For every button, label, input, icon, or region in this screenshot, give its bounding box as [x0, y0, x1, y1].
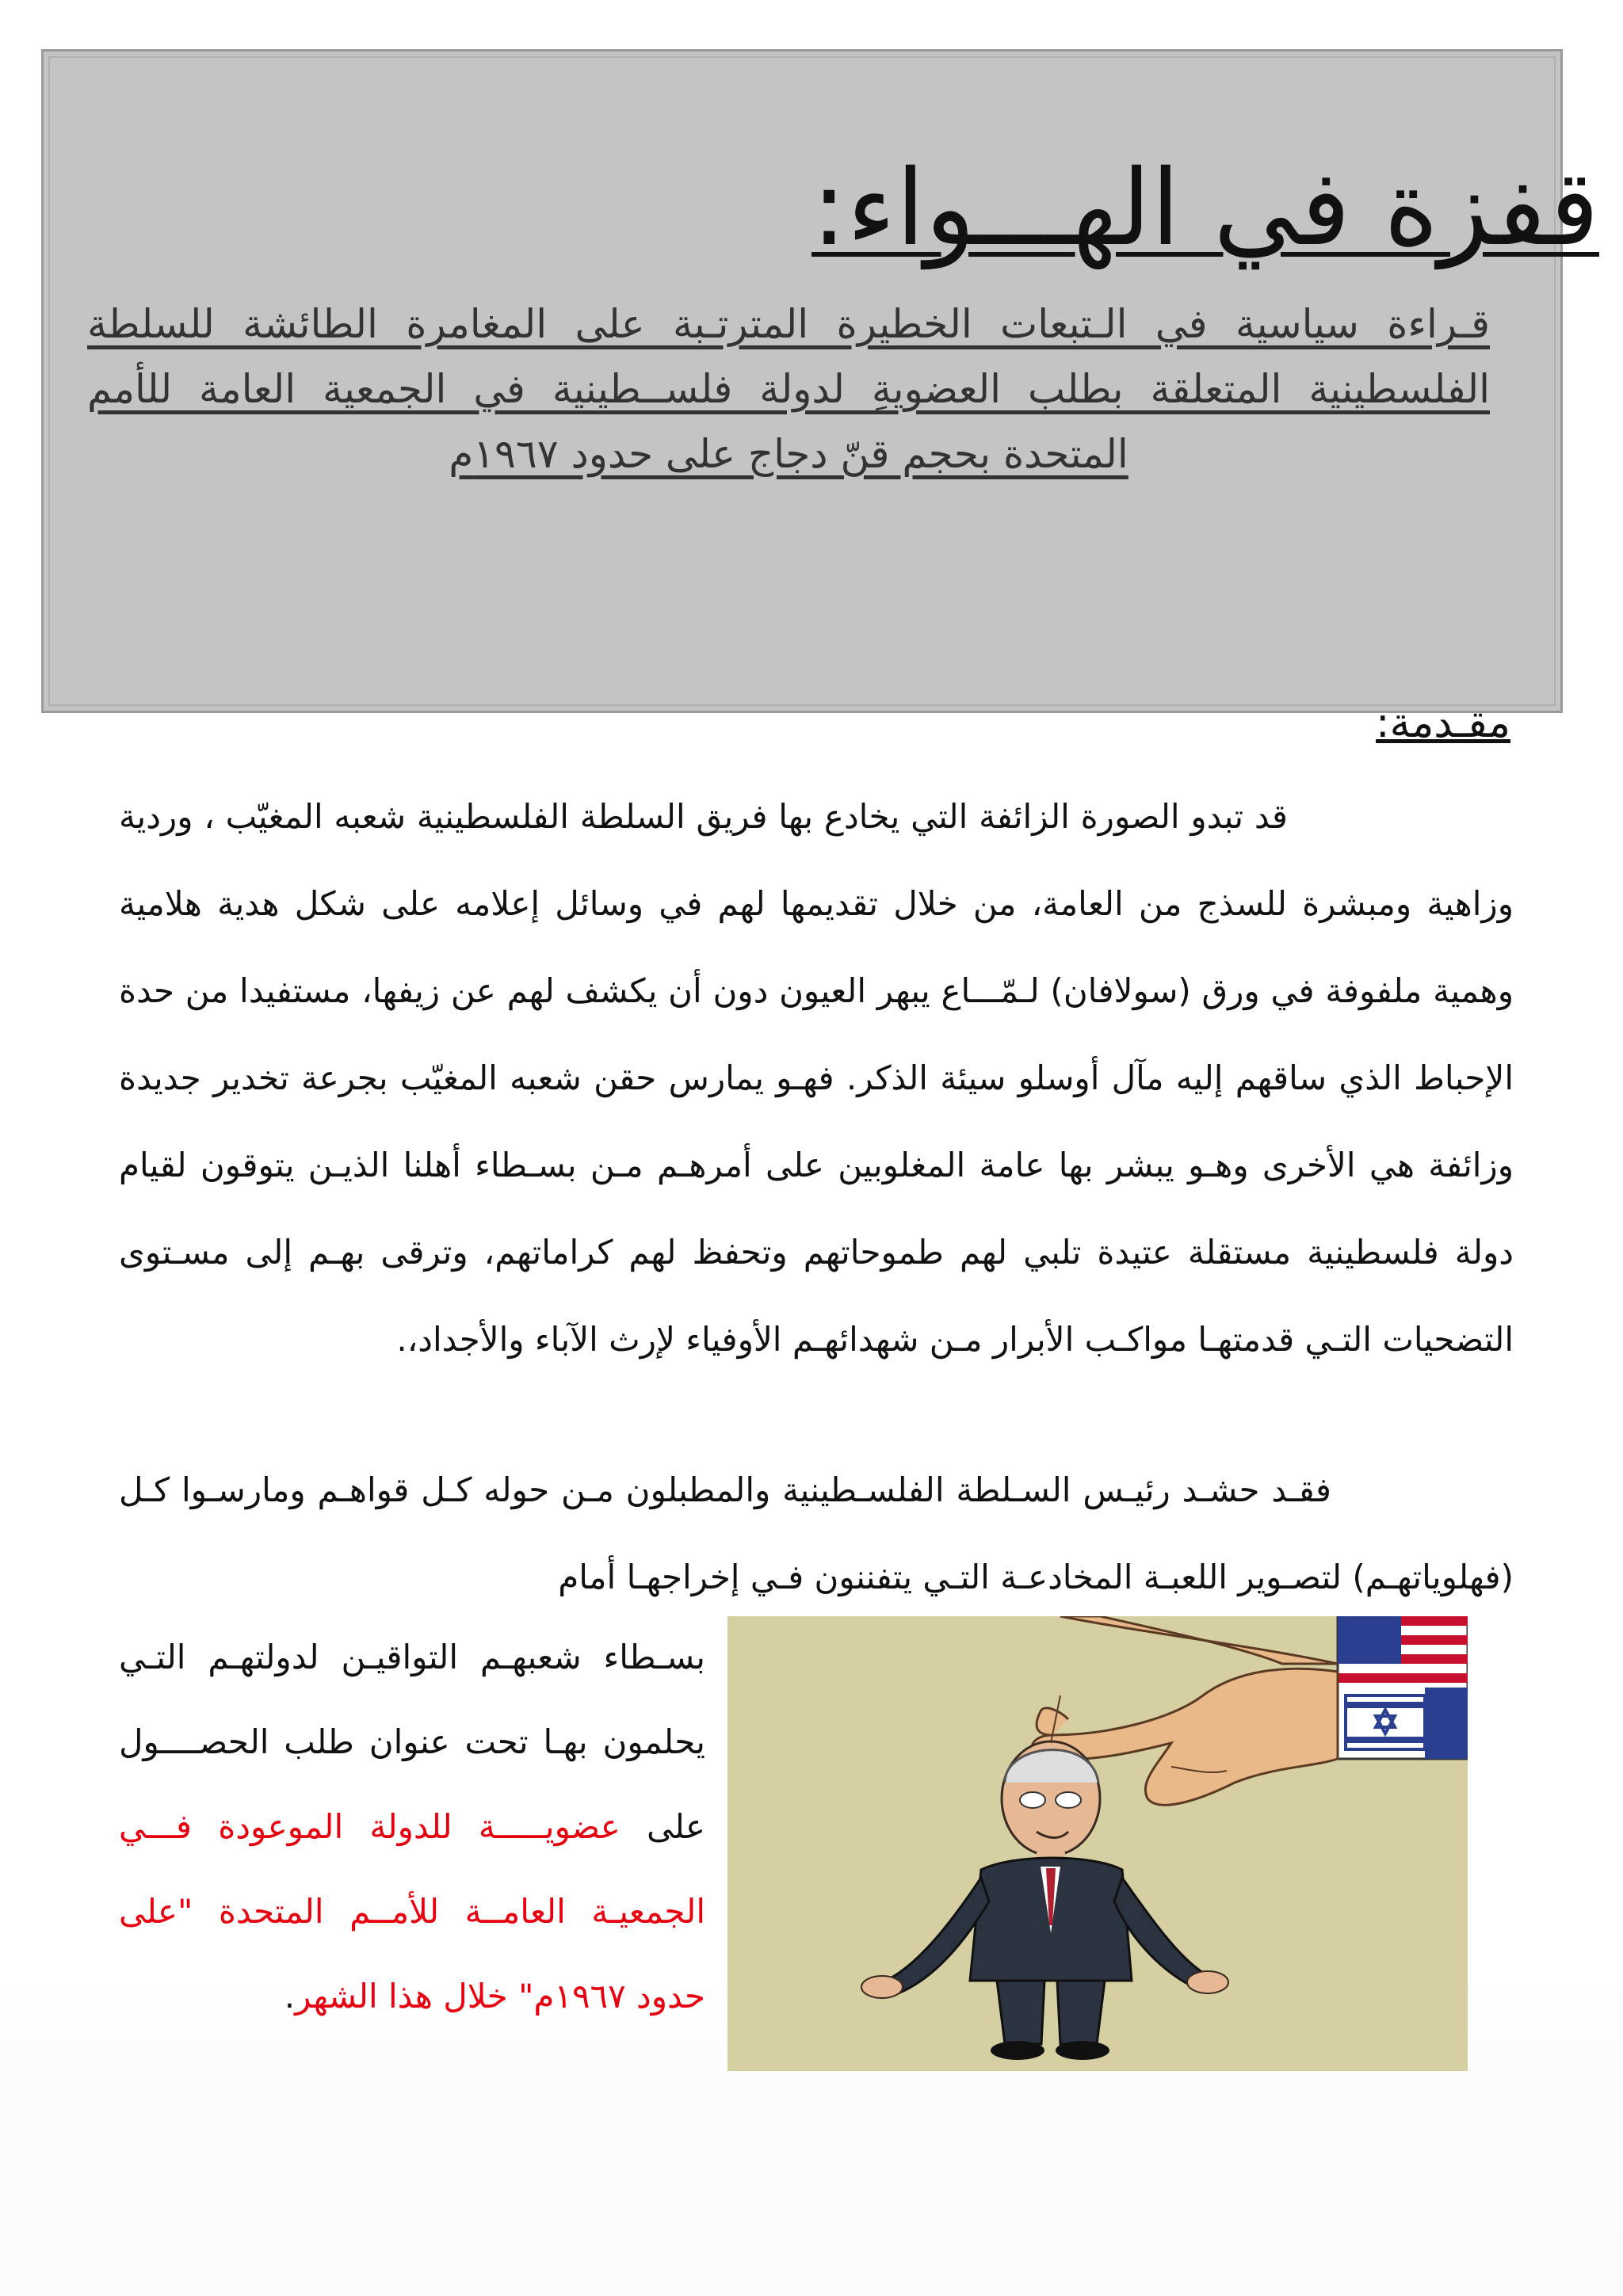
section-heading: مقـدمة: [1376, 700, 1510, 747]
flag-sleeve [1338, 1616, 1468, 1759]
paragraph-3-highlight: عضويـــــة للدولة الموعودة فـــي الجمعيـة العامــة للأمــم المتحدة "على حدود ١٩٦٧م" خلال هذا الشهر [119, 1807, 705, 2016]
paragraph-2: فقـد حشـد رئيـس السـلطة الفلسـطينية والمطبلون مـن حوله كـل قواهـم ومارسـوا كـل (فهلوياتهـم) لتصـوير اللعبـة المخادعـة التـي يتفننون فـي إخراجهـا أمام [119, 1470, 1514, 1596]
paragraph-3-lead: بسـطاء شعبهـم التواقيـن لدولتهـم التـي يحلمون بهـا تحت عنوان طلب الحصــــول على [119, 1638, 705, 1846]
cartoon-puppet-hand-icon [727, 1616, 1468, 2071]
page-subtitle: قـراءة سياسية في الـتبعات الخطيرة المترتـبة على المغامرة الطائشة للسلطة الفلسطينية المتعلقة بطلب العضويةِ لدولة فلســطينية في الجمعية العامة للأمم المتحدة بحجم قنّ دجاج على حدود ١٩٦٧م [87, 301, 1490, 477]
cartoon-figure [727, 1616, 1468, 2071]
paragraph-1: قد تبدو الصورة الزائفة التي يخادع بها فريق السلطة الفلسطينية شعبه المغيّب ، وردية وزاهية ومبشرة للسذج من العامة، من خلال تقديمها لهم في وسائل إعلامه على شكل هدية هلامية وهمية ملفوفة في ورق (سولافان) لـمّـــاع يبهر العيون دون أن يكشف لهم عن زيفها، مستفيدا من حدة الإحباط الذي ساقهم إليه مآل أوسلو سيئة الذكر. فهـو يمارس حقن شعبه المغيّب بجرعة تخدير جديدة وزائفة هي الأخرى وهـو يبشر بها عامة المغلوبين على أمرهـم مـن بسـطاء أهلنا الذيـن يتوقون لقيام دولة فلسطينية مستقلة عتيدة تلبي لهم طموحاتهم وتحفظ لهم كراماتهم، وترقى بهـم إلى مسـتوى التضحيات التـي قدمتهـا مواكـب الأبرار مـن شهدائهـم الأوفياء لإرث الآباء والأجداد،. [119, 797, 1514, 1359]
paragraph-3 [119, 1615, 705, 2039]
page-title: قفزة في الهـــواء: [811, 147, 1599, 269]
paragraph-3-end: . [284, 1977, 296, 2016]
